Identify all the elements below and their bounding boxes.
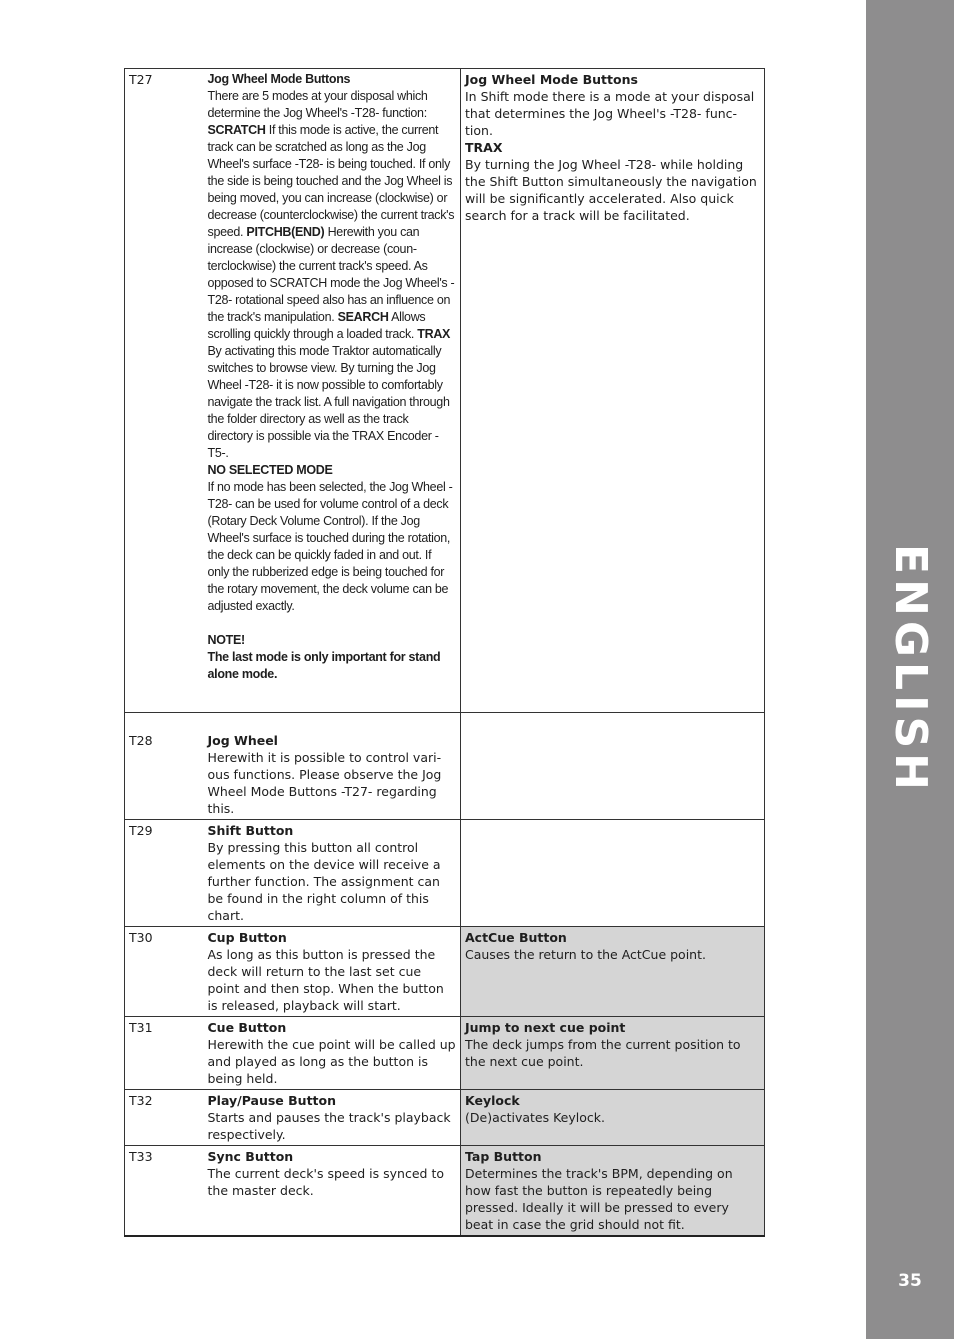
shift-text: In Shift mode there is a mode at your disposal that determines the Jog Wheel's -T28- func-tion. [465, 89, 755, 138]
row-id: T28 [125, 713, 204, 820]
row-shift-function [461, 1090, 765, 1146]
table-row-t28 [125, 713, 765, 820]
mode-label-scratch: SCRATCH [207, 123, 266, 137]
row-shift-function [461, 927, 765, 1017]
shift-title: Keylock [465, 1093, 520, 1108]
table-row-t29 [125, 820, 765, 927]
row-id: T29 [125, 820, 204, 927]
controls-table [124, 68, 765, 1237]
mode-intro: There are 5 modes at your disposal which determine the Jog Wheel's -T28- function: [207, 89, 428, 120]
language-label: ENGLISH [884, 543, 936, 795]
table-row-t33 [125, 1146, 765, 1237]
mode-text-scratch: If this mode is active, the current track can be scratched as long as the Jog Wheel's surface -T28- is being touched. If only the side is being touched and the Jog Wheel is being moved, you can increase (clockwise) or decrease (counterclockwise) the current track's speed. [207, 123, 455, 239]
shift-trax-label: TRAX [465, 140, 503, 155]
table-row-t27 [125, 69, 765, 713]
row-shift-function [461, 69, 765, 713]
row-title: Jog Wheel [207, 733, 278, 748]
shift-text: Determines the track's BPM, depending on how fast the button is repeatedly being pressed. Ideally it will be pressed to every beat in case the grid should not fit. [465, 1166, 733, 1232]
row-text: Herewith it is possible to control vari-ous functions. Please observe the Jog Wheel Mode Buttons -T27- regarding this. [207, 750, 442, 816]
row-text: As long as this button is pressed the deck will return to the last set cue point and then stop. When the button is released, playback will start. [207, 947, 444, 1013]
table-row-t32 [125, 1090, 765, 1146]
row-description [204, 1146, 461, 1237]
row-title: Cue Button [207, 1020, 287, 1035]
row-description [204, 1017, 461, 1090]
shift-text: The deck jumps from the current position to the next cue point. [465, 1037, 741, 1069]
mode-text-search: Allows scrolling quickly through a loaded track. [207, 310, 426, 341]
row-shift-function [461, 1146, 765, 1237]
table-row-t31 [125, 1017, 765, 1090]
row-shift-function [461, 820, 765, 927]
row-title: Play/Pause Button [207, 1093, 337, 1108]
mode-text-no-selected: If no mode has been selected, the Jog Wheel -T28- can be used for volume control of a deck (Rotary Deck Volume Control). If the Jog Wheel's surface is touched during the rotation, the deck can be quickly faded in and out. If only the rubberized edge is being touched for the rotary movement, the deck volume can be adjusted exactly. [207, 480, 453, 613]
mode-label-no-selected: NO SELECTED MODE [207, 463, 333, 477]
row-title: Jog Wheel Mode Buttons [207, 72, 351, 86]
row-shift-function [461, 1017, 765, 1090]
note-label: NOTE! [207, 633, 245, 647]
mode-text-trax: By activating this mode Traktor automatically switches to browse view. By turning the Jog Wheel -T28- it is now possible to comfortably navigate the track list. A full navigation through the folder directory as well as the track directory is possible via the TRAX Encoder -T5-. [207, 344, 450, 460]
shift-text: Causes the return to the ActCue point. [465, 947, 706, 962]
row-text: Herewith the cue point will be called up and played as long as the button is being held. [207, 1037, 456, 1086]
mode-text-pitchbend: Herewith you can increase (clockwise) or decrease (coun-terclockwise) the current track's speed. As opposed to SCRATCH mode the Jog Wheel's -T28- rotational speed also has an influence on the track's manipulation. [207, 225, 455, 324]
row-title: Cup Button [207, 930, 287, 945]
row-id: T31 [125, 1017, 204, 1090]
shift-trax-text: By turning the Jog Wheel -T28- while holding the Shift Button simultaneously the navigation will be significantly accelerated. Also quick search for a track will be facilitated. [465, 157, 757, 223]
row-description [204, 820, 461, 927]
row-description [204, 1090, 461, 1146]
shift-title: ActCue Button [465, 930, 567, 945]
row-description [204, 713, 461, 820]
mode-label-pitchbend: PITCHB(END) [246, 225, 325, 239]
row-description [204, 927, 461, 1017]
row-id: T32 [125, 1090, 204, 1146]
row-text: The current deck's speed is synced to the master deck. [207, 1166, 444, 1198]
row-id: T30 [125, 927, 204, 1017]
mode-label-trax: TRAX [417, 327, 451, 341]
row-shift-function [461, 713, 765, 820]
shift-title: Jump to next cue point [465, 1020, 626, 1035]
row-title: Shift Button [207, 823, 294, 838]
row-title: Sync Button [207, 1149, 294, 1164]
row-text: Starts and pauses the track's playback respectively. [207, 1110, 451, 1142]
row-text: By pressing this button all control elements on the device will receive a further function. The assignment can be found in the right column of this chart. [207, 840, 441, 923]
shift-title: Jog Wheel Mode Buttons [465, 72, 638, 87]
row-id: T33 [125, 1146, 204, 1237]
table-row-t30 [125, 927, 765, 1017]
shift-text: (De)activates Keylock. [465, 1110, 605, 1125]
shift-title: Tap Button [465, 1149, 542, 1164]
row-description [204, 69, 461, 713]
row-id: T27 [125, 69, 204, 713]
page-number: 35 [898, 1271, 922, 1291]
note-text: The last mode is only important for stand alone mode. [207, 650, 441, 681]
mode-label-search: SEARCH [337, 310, 389, 324]
